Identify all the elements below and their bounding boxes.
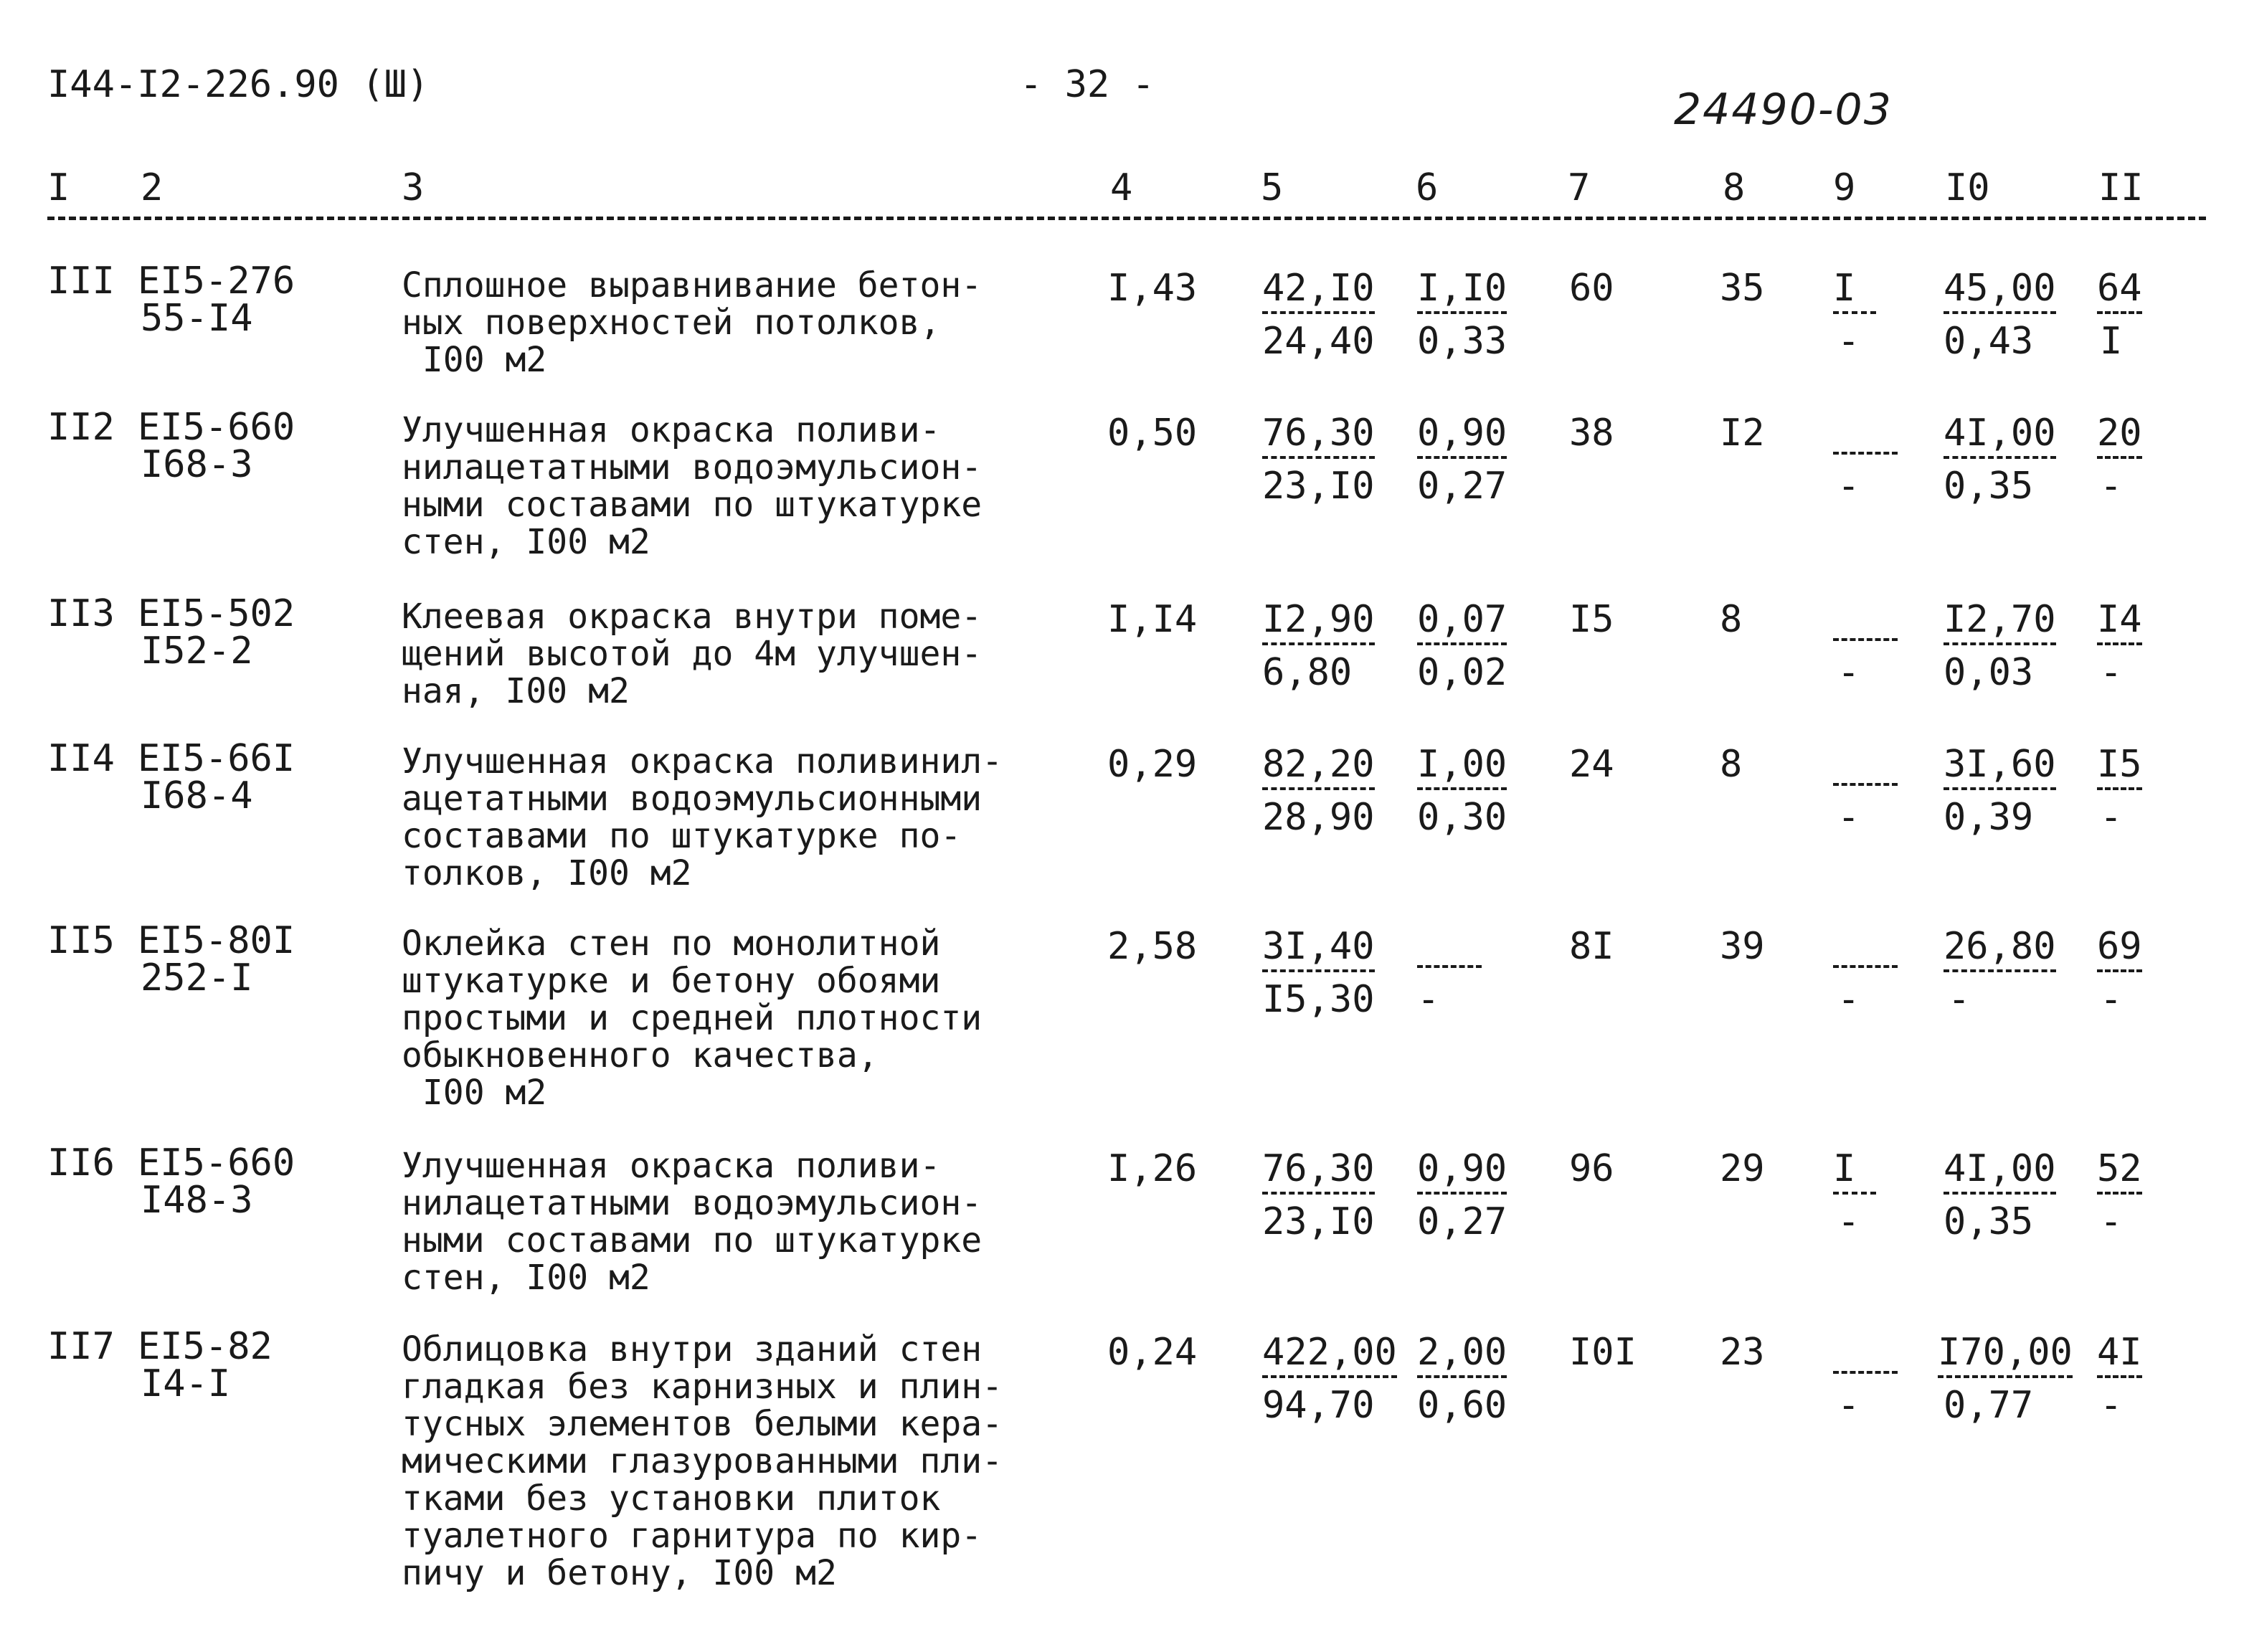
row-col5-bottom: 94,70 (1262, 1384, 1375, 1427)
column-header-2: 2 (141, 166, 164, 209)
row-col4: I,I4 (1107, 598, 1198, 641)
row-col4: 2,58 (1107, 925, 1198, 968)
column-header-7: 7 (1568, 166, 1591, 209)
row-col4: 0,29 (1107, 743, 1198, 786)
document-code: 24490-03 (1674, 85, 1893, 135)
row-number: II6 (47, 1141, 115, 1185)
row-code-primary: EI5-66I (138, 737, 295, 780)
row-number: II2 (47, 406, 115, 449)
row-col9-top-blank (1833, 617, 1898, 641)
row-col5-bottom: 23,I0 (1262, 1200, 1375, 1243)
row-col10-bottom: 0,03 (1944, 651, 2034, 694)
row-col9-bottom: - (1837, 796, 1860, 839)
row-col11-bottom: - (2100, 465, 2123, 508)
row-code-secondary: I68-4 (141, 774, 253, 817)
row-col11-top: I5 (2097, 743, 2142, 790)
row-col10-top: 45,00 (1944, 267, 2056, 314)
row-col9-top: I (1833, 1147, 1876, 1195)
row-description: Улучшенная окраска поливинил- ацетатными водоэмульсионными составами по штукатурке по- толков, I00 м2 (402, 741, 1003, 893)
row-col6-bottom: 0,02 (1417, 651, 1507, 694)
row-code-secondary: 252-I (141, 956, 253, 1000)
row-col11-top: 20 (2097, 412, 2142, 459)
row-col9-bottom: - (1837, 978, 1860, 1021)
row-col4: I,26 (1107, 1147, 1198, 1190)
row-description: Клеевая окраска внутри поме- щений высотой до 4м улучшен- ная, I00 м2 (402, 597, 983, 711)
row-col6-bottom: 0,27 (1417, 465, 1507, 508)
column-header-9: 9 (1833, 166, 1856, 209)
row-col7: 8I (1569, 925, 1614, 968)
row-col9-bottom: - (1837, 651, 1860, 694)
column-header-11: II (2098, 166, 2144, 209)
row-col8: 8 (1720, 598, 1743, 641)
column-header-3: 3 (402, 166, 425, 209)
document-reference: I44-I2-226.90 (Ш) (47, 63, 430, 106)
row-col11-top: 69 (2097, 925, 2142, 972)
row-col5-bottom: 6,80 (1262, 651, 1353, 694)
row-col9-bottom: - (1837, 1200, 1860, 1243)
row-col11-top: 4I (2097, 1331, 2142, 1378)
row-description: Улучшенная окраска поливи- нилацетатными водоэмульсион- ными составами по штукатурке стен, I00 м2 (402, 1146, 983, 1298)
row-description: Сплошное выравнивание бетон- ных поверхностей потолков, I00 м2 (402, 265, 983, 380)
row-description: Оклейка стен по монолитной штукатурке и бетону обоями простыми и средней плотности обыкновенного качества, I00 м2 (402, 924, 983, 1113)
row-col11-bottom: - (2100, 651, 2123, 694)
row-number: III (47, 260, 115, 303)
row-col10-bottom: 0,43 (1944, 320, 2034, 363)
row-col11-bottom: - (2100, 1384, 2123, 1427)
row-code-secondary: I52-2 (141, 630, 253, 673)
row-code-primary: EI5-502 (138, 592, 295, 635)
row-col11-bottom: - (2100, 1200, 2123, 1243)
row-col9-bottom: - (1837, 1384, 1860, 1427)
row-col6-top: 0,90 (1417, 1147, 1507, 1195)
row-col6-top: I,I0 (1417, 267, 1507, 314)
row-col9-top-blank (1833, 430, 1898, 455)
row-col10-bottom: 0,39 (1944, 796, 2034, 839)
row-col11-bottom: I (2100, 320, 2123, 363)
row-col9-bottom: - (1837, 465, 1860, 508)
row-col11-bottom: - (2100, 978, 2123, 1021)
row-col9-top-blank (1833, 944, 1898, 968)
row-col5-top: 422,00 (1262, 1331, 1397, 1378)
row-col9-top-blank (1833, 1349, 1898, 1374)
row-code-primary: EI5-660 (138, 1141, 295, 1185)
row-code-secondary: I48-3 (141, 1179, 253, 1222)
row-col8: 8 (1720, 743, 1743, 786)
row-col5-bottom: 24,40 (1262, 320, 1375, 363)
row-col5-bottom: I5,30 (1262, 978, 1375, 1021)
header-divider (47, 217, 2206, 220)
row-col10-top: 3I,60 (1944, 743, 2056, 790)
row-col7: 96 (1569, 1147, 1614, 1190)
row-code-secondary: 55-I4 (141, 297, 253, 340)
row-col5-top: 82,20 (1262, 743, 1375, 790)
row-col4: I,43 (1107, 267, 1198, 310)
row-col6-top: I,00 (1417, 743, 1507, 790)
row-number: II5 (47, 919, 115, 962)
row-col8: 35 (1720, 267, 1765, 310)
row-col11-top: 64 (2097, 267, 2142, 314)
row-col11-bottom: - (2100, 796, 2123, 839)
row-col7: 24 (1569, 743, 1614, 786)
row-col9-bottom: - (1837, 320, 1860, 363)
row-col5-top: 76,30 (1262, 412, 1375, 459)
column-header-6: 6 (1416, 166, 1439, 209)
row-number: II3 (47, 592, 115, 635)
row-col10-bottom: - (1948, 978, 1971, 1021)
row-col4: 0,24 (1107, 1331, 1198, 1374)
row-col5-top: I2,90 (1262, 598, 1375, 645)
column-header-8: 8 (1723, 166, 1746, 209)
row-col7: 38 (1569, 412, 1614, 455)
row-col10-top: 4I,00 (1944, 1147, 2056, 1195)
row-col10-top: I2,70 (1944, 598, 2056, 645)
row-col6-top-blank (1417, 944, 1482, 968)
row-col6-bottom: 0,27 (1417, 1200, 1507, 1243)
row-code-secondary: I68-3 (141, 443, 253, 486)
column-header-10: I0 (1945, 166, 1990, 209)
row-description: Облицовка внутри зданий стен гладкая без карнизных и плин- тусных элементов белыми кера- мическими глазурованными пли- тками без установки плиток туалетного гарнитура по кир- пичу и бетону, I00 м2 (402, 1329, 1003, 1593)
row-col5-bottom: 23,I0 (1262, 465, 1375, 508)
row-col7: I5 (1569, 598, 1614, 641)
row-code-secondary: I4-I (141, 1362, 231, 1405)
row-col4: 0,50 (1107, 412, 1198, 455)
row-col10-top: 26,80 (1944, 925, 2056, 972)
row-description: Улучшенная окраска поливи- нилацетатными водоэмульсион- ными составами по штукатурке стен, I00 м2 (402, 410, 983, 562)
row-col6-bottom: 0,33 (1417, 320, 1507, 363)
row-col10-bottom: 0,35 (1944, 465, 2034, 508)
row-col10-top: I70,00 (1938, 1331, 2073, 1378)
row-col10-top: 4I,00 (1944, 412, 2056, 459)
row-col8: 29 (1720, 1147, 1765, 1190)
row-col9-top: I (1833, 267, 1876, 314)
row-col7: 60 (1569, 267, 1614, 310)
row-col8: 23 (1720, 1331, 1765, 1374)
row-col6-top: 0,90 (1417, 412, 1507, 459)
column-header-1: I (47, 166, 70, 209)
row-col6-top: 0,07 (1417, 598, 1507, 645)
row-col11-top: 52 (2097, 1147, 2142, 1195)
row-col8: I2 (1720, 412, 1765, 455)
row-col11-top: I4 (2097, 598, 2142, 645)
row-col6-top: 2,00 (1417, 1331, 1507, 1378)
row-col6-bottom: - (1417, 978, 1440, 1021)
row-col10-bottom: 0,77 (1944, 1384, 2034, 1427)
row-col6-bottom: 0,60 (1417, 1384, 1507, 1427)
row-col7: I0I (1569, 1331, 1637, 1374)
row-col10-bottom: 0,35 (1944, 1200, 2034, 1243)
row-col9-top-blank (1833, 761, 1898, 786)
row-col8: 39 (1720, 925, 1765, 968)
row-col5-top: 76,30 (1262, 1147, 1375, 1195)
row-code-primary: EI5-660 (138, 406, 295, 449)
row-col5-top: 3I,40 (1262, 925, 1375, 972)
column-header-5: 5 (1261, 166, 1284, 209)
row-col5-top: 42,I0 (1262, 267, 1375, 314)
row-number: II7 (47, 1325, 115, 1368)
row-code-primary: EI5-80I (138, 919, 295, 962)
page-number: - 32 - (1020, 63, 1155, 106)
row-number: II4 (47, 737, 115, 780)
row-code-primary: EI5-82 (138, 1325, 273, 1368)
row-col5-bottom: 28,90 (1262, 796, 1375, 839)
column-header-4: 4 (1110, 166, 1133, 209)
row-code-primary: EI5-276 (138, 260, 295, 303)
row-col6-bottom: 0,30 (1417, 796, 1507, 839)
